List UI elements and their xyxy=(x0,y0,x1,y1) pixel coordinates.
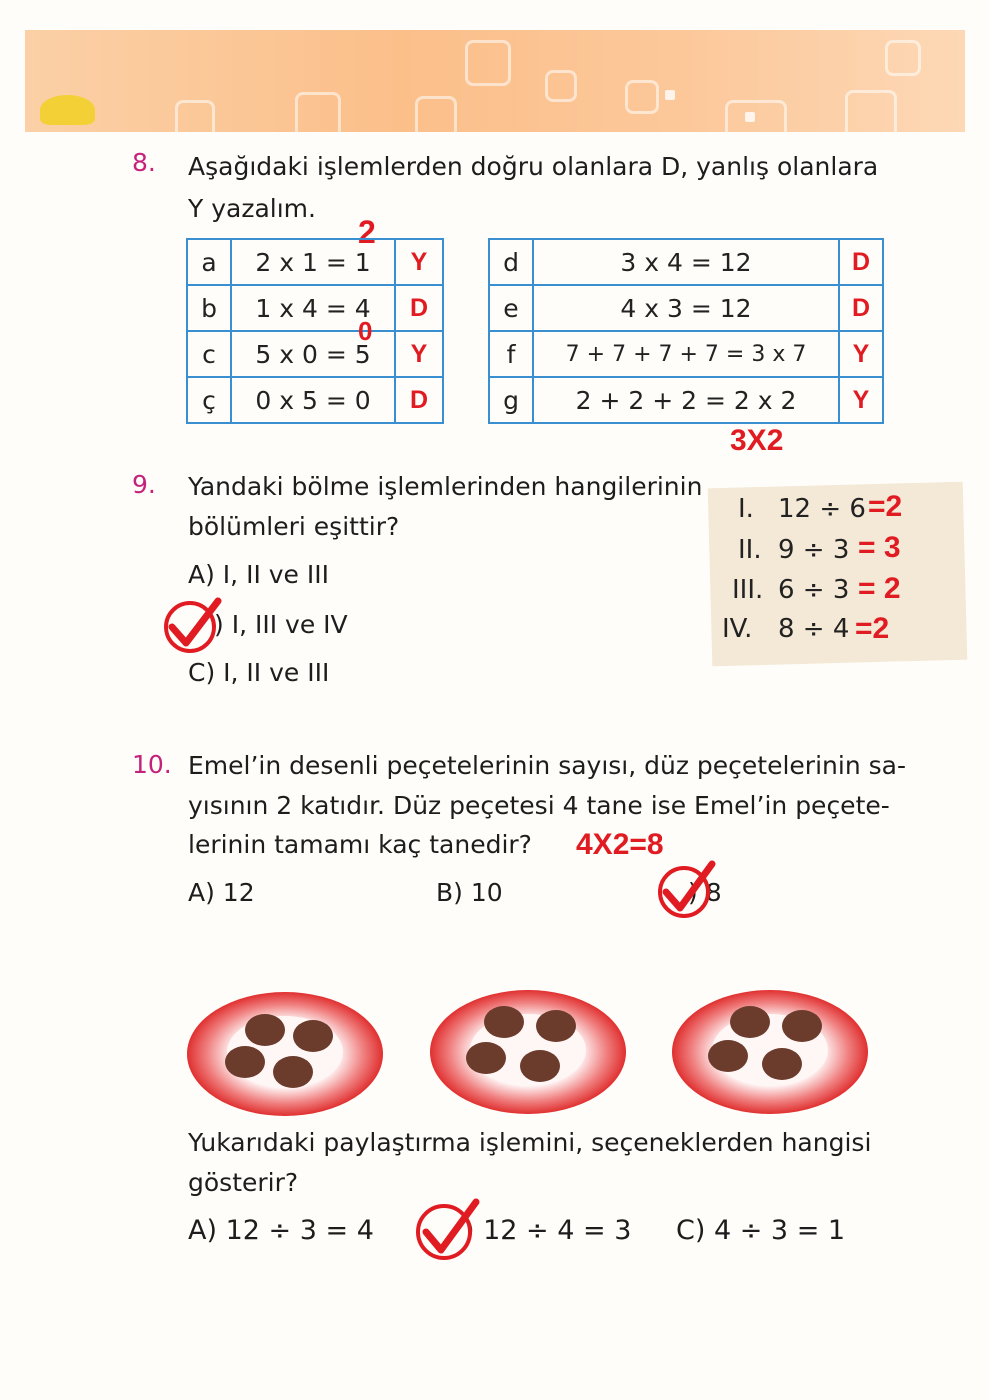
plate-with-cookies xyxy=(670,988,870,1116)
division-answer: = 2 xyxy=(858,572,901,605)
row-mark: Y xyxy=(839,331,883,377)
annotation-g: 3X2 xyxy=(730,424,784,457)
row-expr: 4 x 3 = 12 xyxy=(533,285,839,331)
checkmark-icon xyxy=(412,1196,488,1262)
q11-option-a[interactable]: A) 12 ÷ 3 = 4 xyxy=(188,1215,374,1246)
q9-number: 9. xyxy=(132,470,156,499)
q10-option-b[interactable]: B) 10 xyxy=(436,878,503,907)
q8-right-table xyxy=(488,238,884,424)
division-row xyxy=(738,494,866,524)
row-mark: D xyxy=(839,239,883,285)
q10-line3: lerinin tamamı kaç tanedir? xyxy=(188,830,532,859)
table-row xyxy=(489,285,883,331)
q11-line1: Yukarıdaki paylaştırma işlemini, seçeneklerden hangisi xyxy=(188,1128,872,1157)
table-row xyxy=(489,331,883,377)
row-mark: Y xyxy=(395,331,443,377)
roman: II. xyxy=(738,535,762,565)
division-answer: = 3 xyxy=(858,531,901,564)
row-mark: D xyxy=(395,377,443,423)
checkmark-icon xyxy=(652,858,722,920)
q9-option-a[interactable]: A) I, II ve III xyxy=(188,560,330,589)
row-expr: 5 x 0 = 5 xyxy=(231,331,395,377)
q8-line1: Aşağıdaki işlemlerden doğru olanlara D, yanlış olanlara xyxy=(188,152,879,181)
row-mark: D xyxy=(839,285,883,331)
row-label: e xyxy=(489,285,533,331)
row-label: g xyxy=(489,377,533,423)
q9-line1: Yandaki bölme işlemlerinden hangilerinin xyxy=(188,472,703,501)
division-expr: 12 ÷ 6 xyxy=(778,494,866,524)
row-label: a xyxy=(187,239,231,285)
row-expr: 2 x 1 = 1 xyxy=(231,239,395,285)
row-expr: 1 x 4 = 4 xyxy=(231,285,395,331)
division-answer: =2 xyxy=(855,612,890,645)
plate-with-cookies xyxy=(428,988,628,1116)
roman: I. xyxy=(738,494,754,524)
row-expr: 7 + 7 + 7 + 7 = 3 x 7 xyxy=(533,331,839,377)
table-row xyxy=(489,239,883,285)
plate-with-cookies xyxy=(185,990,385,1118)
row-label: ç xyxy=(187,377,231,423)
row-label: f xyxy=(489,331,533,377)
roman: III. xyxy=(732,575,764,605)
table-row xyxy=(187,331,443,377)
q8-left-table xyxy=(186,238,444,424)
q10-line1: Emel’in desenli peçetelerinin sayısı, düz peçetelerinin sa- xyxy=(188,751,906,780)
division-expr: 8 ÷ 4 xyxy=(778,614,850,644)
row-label: d xyxy=(489,239,533,285)
division-row xyxy=(722,614,849,644)
row-label: c xyxy=(187,331,231,377)
q11-line2: gösterir? xyxy=(188,1168,299,1197)
division-answer: =2 xyxy=(868,490,903,523)
q11-option-b[interactable]: ) 12 ÷ 4 = 3 xyxy=(464,1215,632,1246)
division-expr: 6 ÷ 3 xyxy=(778,575,850,605)
row-expr: 2 + 2 + 2 = 2 x 2 xyxy=(533,377,839,423)
row-mark: Y xyxy=(395,239,443,285)
q9-option-c[interactable]: C) I, II ve III xyxy=(188,658,330,687)
q10-work: 4X2=8 xyxy=(576,828,664,861)
row-mark: Y xyxy=(839,377,883,423)
row-expr: 0 x 5 = 0 xyxy=(231,377,395,423)
division-row xyxy=(738,535,849,565)
q10-number: 10. xyxy=(132,750,172,779)
annotation-a: 2 xyxy=(358,214,376,250)
header-banner xyxy=(25,30,965,132)
division-row xyxy=(732,575,849,605)
row-mark: D xyxy=(395,285,443,331)
q8-number: 8. xyxy=(132,148,156,177)
q11-option-c[interactable]: C) 4 ÷ 3 = 1 xyxy=(676,1215,846,1246)
q10-line2: yısının 2 katıdır. Düz peçetesi 4 tane ise Emel’in peçete- xyxy=(188,791,890,820)
q9-option-b[interactable]: ) I, III ve IV xyxy=(214,610,348,639)
table-row xyxy=(187,377,443,423)
table-row xyxy=(187,285,443,331)
row-label: b xyxy=(187,285,231,331)
q10-option-a[interactable]: A) 12 xyxy=(188,878,255,907)
table-row xyxy=(489,377,883,423)
division-expr: 9 ÷ 3 xyxy=(778,535,850,565)
annotation-b: 0 xyxy=(358,316,373,346)
q8-line2: Y yazalım. xyxy=(188,194,316,223)
checkmark-icon xyxy=(160,595,230,655)
roman: IV. xyxy=(722,614,753,644)
q10-option-c[interactable]: ) 8 xyxy=(688,878,722,907)
table-row xyxy=(187,239,443,285)
row-expr: 3 x 4 = 12 xyxy=(533,239,839,285)
q9-line2: bölümleri eşittir? xyxy=(188,512,400,541)
